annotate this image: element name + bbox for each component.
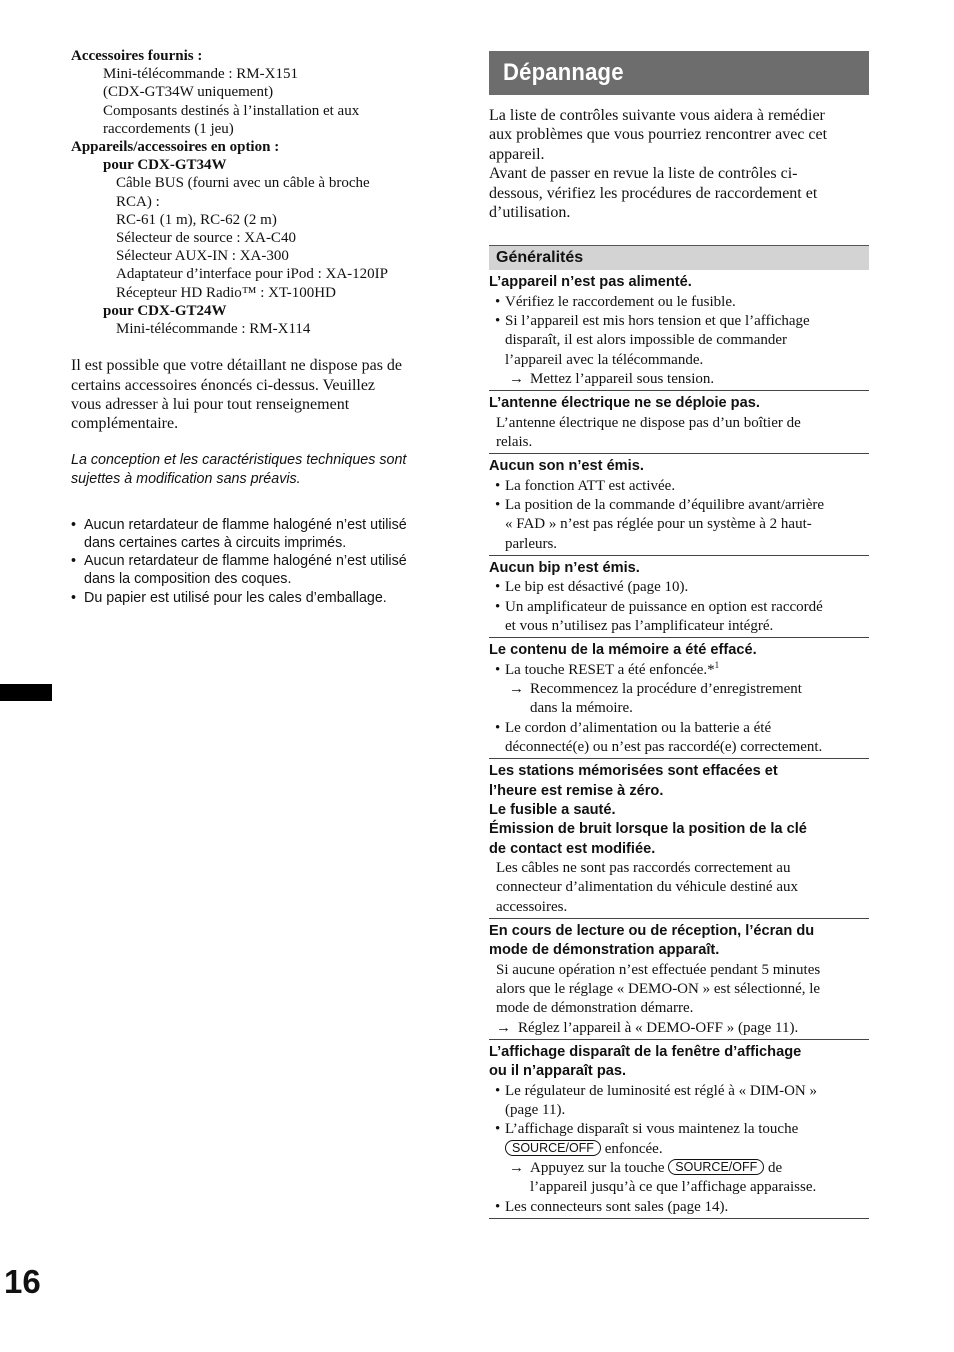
- remedy-text: Appuyez sur la touche: [530, 1160, 665, 1177]
- note-line: vous adresser à lui pour tout renseignement: [71, 396, 350, 414]
- item-line: • La position de la commande d’équilibre avant/arrière: [489, 496, 869, 515]
- item-line: déconnecté(e) ou n’est pas raccordé(e) correctement.: [505, 738, 823, 755]
- item-line: • Les connecteurs sont sales (page 14).: [489, 1198, 869, 1217]
- intro-line: dessous, vérifiez les procédures de raccordement et: [489, 184, 818, 202]
- section-title: Généralités: [496, 249, 584, 267]
- arrow-icon: →: [509, 680, 524, 697]
- item-line: • Le régulateur de luminosité est réglé à « DIM-ON »: [489, 1082, 869, 1101]
- item-line: [489, 661, 869, 680]
- list-line: • Aucun retardateur de flamme halogéné n’est utilisé: [84, 553, 407, 570]
- model-heading: pour CDX-GT34W: [103, 157, 227, 174]
- item-text: La touche RESET a été enfoncée.*: [505, 661, 715, 678]
- source-off-button-label: SOURCE/OFF: [505, 1140, 601, 1156]
- note-line: Il est possible que votre détaillant ne dispose pas de: [71, 357, 403, 375]
- remedy-line: dans la mémoire.: [530, 700, 633, 717]
- intro-line: La liste de contrôles suivante vous aidera à remédier: [489, 107, 825, 124]
- item-line: Si aucune opération n’est effectuée pendant 5 minutes: [496, 961, 821, 978]
- heading-line: de contact est modifiée.: [489, 840, 656, 857]
- footnote-marker: 1: [714, 659, 720, 670]
- accessory-line: (CDX-GT34W uniquement): [103, 84, 274, 101]
- environment-list: [71, 516, 451, 607]
- remedy-line: [489, 370, 869, 389]
- item-line: disparaît, il est alors impossible de commander: [505, 332, 788, 349]
- accessory-line: Adaptateur d’interface pour iPod : XA-120IP: [116, 266, 389, 283]
- arrow-icon: →: [509, 371, 524, 388]
- note-line: complémentaire.: [71, 415, 179, 433]
- page-number: 16: [4, 1263, 41, 1300]
- accessories-heading: Accessoires fournis :: [71, 48, 203, 64]
- item-line: alors que le réglage « DEMO-ON » est sélectionné, le: [496, 981, 821, 998]
- page-title: Dépannage: [503, 59, 624, 86]
- remedy-line: [489, 1159, 869, 1178]
- accessory-line: Mini-télécommande : RM-X114: [116, 321, 311, 338]
- accessory-line: Sélecteur AUX-IN : XA-300: [116, 248, 289, 265]
- note-line: sujettes à modification sans préavis.: [71, 470, 301, 487]
- trouble-item: [489, 559, 869, 638]
- title-bar: [489, 51, 869, 95]
- accessory-line: raccordements (1 jeu): [103, 120, 234, 137]
- accessory-line: Récepteur HD Radio™ : XT-100HD: [116, 284, 336, 301]
- item-line: • Le bip est désactivé (page 10).: [489, 578, 869, 597]
- item-line: Les câbles ne sont pas raccordés correctement au: [496, 860, 791, 877]
- item-heading: Aucun bip n’est émis.: [489, 559, 640, 576]
- item-heading: L’antenne électrique ne se déploie pas.: [489, 395, 760, 412]
- item-text: enfoncée.: [604, 1140, 663, 1157]
- item-line: [489, 1140, 869, 1159]
- accessory-line: RC-61 (1 m), RC-62 (2 m): [116, 211, 277, 228]
- dealer-note: [71, 356, 451, 434]
- remedy-line: [489, 1019, 869, 1038]
- heading-line: Les stations mémorisées sont effacées et: [489, 763, 778, 780]
- trouble-item: [489, 762, 869, 919]
- intro-line: aux problèmes que vous pourriez rencontrer avec cet: [489, 126, 828, 144]
- trouble-item: [489, 457, 869, 556]
- list-line: • Aucun retardateur de flamme halogéné n’est utilisé: [84, 516, 407, 533]
- item-line: • L’affichage disparaît si vous maintenez la touche: [489, 1120, 869, 1139]
- arrow-icon: →: [509, 1160, 524, 1177]
- remedy-line: l’appareil jusqu’à ce que l’affichage apparaisse.: [530, 1179, 817, 1196]
- item-line: et vous n’utilisez pas l’amplificateur intégré.: [505, 617, 774, 634]
- list-item: [71, 589, 451, 607]
- trouble-item: [489, 922, 869, 1040]
- list-line: dans certaines cartes à circuits imprimés.: [84, 535, 347, 552]
- trouble-item: [489, 1043, 869, 1219]
- item-heading: [489, 1043, 869, 1082]
- item-line: accessoires.: [496, 898, 568, 915]
- optional-heading: Appareils/accessoires en option :: [71, 139, 280, 156]
- source-off-button-label: SOURCE/OFF: [668, 1159, 764, 1175]
- intro-line: d’utilisation.: [489, 204, 571, 222]
- list-line: dans la composition des coques.: [84, 571, 292, 588]
- list-line: • Du papier est utilisé pour les cales d’emballage.: [84, 589, 387, 606]
- note-line: certains accessoires énoncés ci-dessus. Veuillez: [71, 376, 376, 394]
- item-heading: Le contenu de la mémoire a été effacé.: [489, 642, 757, 659]
- heading-line: ou il n’apparaît pas.: [489, 1063, 627, 1080]
- item-line: mode de démonstration démarre.: [496, 1000, 694, 1017]
- right-column: [489, 51, 869, 1219]
- model-heading: pour CDX-GT24W: [103, 302, 227, 319]
- remedy-text: Mettez l’appareil sous tension.: [530, 371, 715, 388]
- intro-text: [489, 106, 869, 222]
- accessory-line: Mini-télécommande : RM-X151: [103, 66, 298, 83]
- remedy-text: de: [768, 1160, 783, 1177]
- item-heading: [489, 762, 869, 859]
- trouble-item: [489, 394, 869, 454]
- heading-line: Émission de bruit lorsque la position de la clé: [489, 821, 807, 838]
- heading-line: En cours de lecture ou de réception, l’écran du: [489, 923, 815, 940]
- list-item: [71, 516, 451, 552]
- item-line: L’antenne électrique ne dispose pas d’un boîtier de: [496, 414, 801, 431]
- margin-tab: [0, 684, 52, 701]
- arrow-icon: →: [496, 1019, 511, 1036]
- remedy-text: Recommencez la procédure d’enregistrement: [530, 680, 802, 697]
- heading-line: l’heure est remise à zéro.: [489, 782, 664, 799]
- remedy-line: [489, 680, 869, 699]
- accessories-list: [71, 47, 451, 338]
- item-line: (page 11).: [505, 1102, 566, 1119]
- accessory-line: Câble BUS (fourni avec un câble à broche: [116, 175, 370, 192]
- trouble-item: [489, 641, 869, 759]
- item-line: • Un amplificateur de puissance en option est raccordé: [489, 598, 869, 617]
- item-line: l’appareil avec la télécommande.: [505, 351, 704, 368]
- section-header: [489, 245, 869, 270]
- remedy-text: Réglez l’appareil à « DEMO-OFF » (page 11).: [518, 1019, 799, 1036]
- accessory-line: Composants destinés à l’installation et aux: [103, 102, 360, 119]
- list-item: [71, 552, 451, 588]
- item-line: • Le cordon d’alimentation ou la batterie a été: [489, 719, 869, 738]
- intro-line: Avant de passer en revue la liste de contrôles ci-: [489, 165, 798, 183]
- item-line: connecteur d’alimentation du véhicule destiné aux: [496, 879, 798, 896]
- trouble-item: [489, 273, 869, 391]
- accessory-line: Sélecteur de source : XA-C40: [116, 230, 296, 247]
- left-column: [71, 47, 451, 607]
- design-note: [71, 451, 451, 489]
- intro-line: appareil.: [489, 145, 545, 163]
- heading-line: L’affichage disparaît de la fenêtre d’affichage: [489, 1044, 802, 1061]
- heading-line: mode de démonstration apparaît.: [489, 942, 720, 959]
- item-heading: Aucun son n’est émis.: [489, 458, 644, 475]
- item-line: parleurs.: [505, 535, 558, 552]
- item-line: relais.: [496, 434, 533, 451]
- note-line: La conception et les caractéristiques techniques sont: [71, 451, 407, 468]
- item-line: • Vérifiez le raccordement ou le fusible.: [489, 293, 869, 312]
- item-heading: L’appareil n’est pas alimenté.: [489, 274, 692, 291]
- item-line: • Si l’appareil est mis hors tension et que l’affichage: [489, 312, 869, 331]
- item-heading: [489, 922, 869, 961]
- accessory-line: RCA) :: [116, 193, 160, 210]
- item-line: • La fonction ATT est activée.: [489, 477, 869, 496]
- heading-line: Le fusible a sauté.: [489, 801, 616, 818]
- item-line: « FAD » n’est pas réglée pour un système à 2 haut-: [505, 516, 812, 533]
